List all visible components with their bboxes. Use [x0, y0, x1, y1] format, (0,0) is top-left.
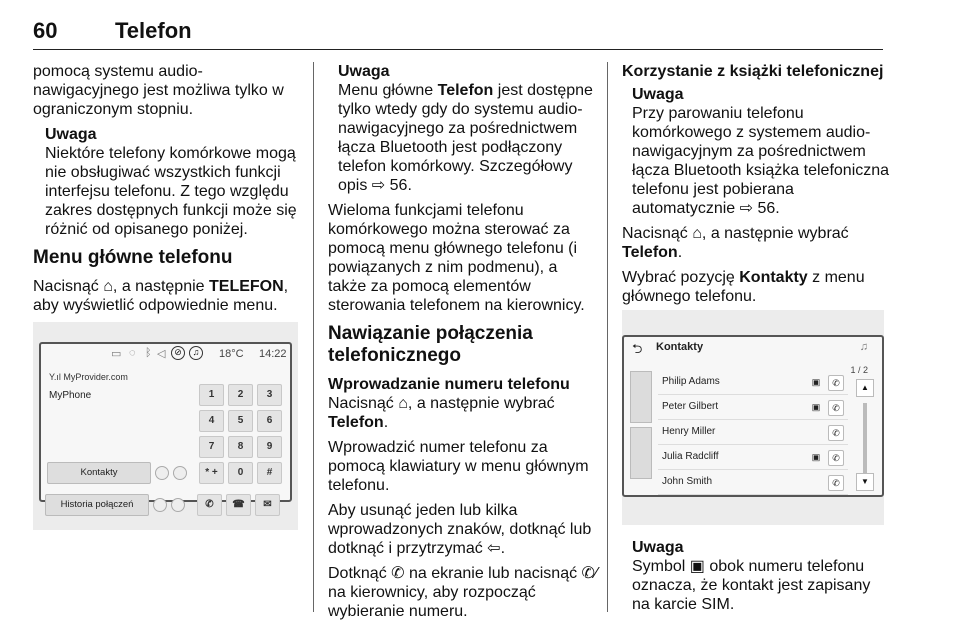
note-box	[622, 85, 890, 218]
phone-icon: ✆	[391, 565, 405, 582]
key-1[interactable]: 1	[199, 384, 224, 406]
section-heading: Nawiązanie połączenia telefonicznego	[328, 323, 533, 366]
call-contact-icon[interactable]: ✆	[828, 425, 844, 441]
note-box	[33, 125, 301, 239]
music-icon: ♫	[189, 346, 203, 360]
section-heading: Menu główne telefonu	[33, 247, 233, 268]
note-title: Uwaga	[632, 86, 684, 103]
column-1	[33, 62, 301, 321]
subsection-heading: Wprowadzanie numeru telefonu	[328, 376, 570, 393]
contact-name: Henry Miller	[662, 426, 716, 437]
temperature: 18°C	[219, 348, 244, 360]
contact-name: Peter Gilbert	[662, 401, 719, 412]
key-8[interactable]: 8	[228, 436, 253, 458]
note-text: Niektóre telefony komórkowe mogą nie obsługiwać wszystkich funkcji interfejsu telefonu. Z tego względu zakres dostępnych funkcji może się różnić od opisanego poniżej.	[45, 145, 297, 238]
note-box	[328, 62, 600, 195]
contacts-button[interactable]: Kontakty	[47, 462, 151, 484]
contact-row[interactable]	[658, 371, 848, 395]
call-contact-icon[interactable]: ✆	[828, 475, 844, 491]
contact-name: John Smith	[662, 476, 713, 487]
paragraph: Wprowadzić numer telefonu za pomocą klawiatury w menu głównym telefonu.	[328, 439, 589, 494]
column-divider-1	[313, 62, 314, 612]
home-icon: ⌂	[398, 395, 408, 412]
sim-card-icon: ▣	[811, 452, 821, 462]
status-bar	[41, 344, 290, 364]
call-contact-icon[interactable]: ✆	[828, 450, 844, 466]
provider-name: Y.ıl MyProvider.com	[49, 372, 128, 382]
page-indicator: 1 / 2	[850, 365, 868, 375]
speaker-icon[interactable]	[171, 498, 185, 512]
contact-row[interactable]	[658, 471, 848, 495]
hangup-button[interactable]: ☎	[226, 494, 251, 516]
mute-icon: ◁	[157, 348, 166, 360]
sms-icon: ▭	[111, 348, 122, 360]
paragraph: Dotknąć ✆ na ekranie lub nacisnąć ✆⁄ na kierownicy, aby rozpocząć wybieranie numeru.	[328, 565, 598, 620]
steering-wheel-phone-icon: ✆⁄	[581, 565, 598, 582]
scrollbar-track[interactable]	[863, 403, 867, 473]
key-hash[interactable]: #	[257, 462, 282, 484]
key-3[interactable]: 3	[257, 384, 282, 406]
note-title: Uwaga	[338, 63, 390, 80]
key-9[interactable]: 9	[257, 436, 282, 458]
contact-row[interactable]	[658, 396, 848, 420]
sim-note-box	[622, 538, 890, 614]
call-contact-icon[interactable]: ✆	[828, 400, 844, 416]
scroll-down-button[interactable]: ▼	[856, 473, 874, 491]
paragraph: Nacisnąć ⌂, a następnie wybrać Telefon.	[622, 225, 849, 261]
side-tab-sim[interactable]	[630, 371, 652, 423]
sim-card-icon: ▣	[811, 377, 821, 387]
paragraph: Wybrać pozycję Kontakty z menu głównego telefonu.	[622, 269, 865, 305]
history-toggle[interactable]	[153, 498, 167, 512]
reference-arrow-icon: ⇨	[371, 177, 386, 194]
note-text: Przy parowaniu telefonu komórkowego z systemem audio-nawigacyjnym za pośrednictwem łącza Bluetooth książka telefoniczna telefonu jest pobierana automatycznie ⇨ 56.	[632, 105, 890, 217]
intro-paragraph: pomocą systemu audio-nawigacyjnego jest możliwa tylko w ograniczonym stopniu.	[33, 63, 284, 118]
phone-menu-screen	[39, 342, 292, 502]
scroll-up-button[interactable]: ▲	[856, 379, 874, 397]
key-star-plus[interactable]: * +	[199, 462, 224, 484]
key-4[interactable]: 4	[199, 410, 224, 432]
contacts-screenshot	[622, 310, 884, 525]
column-2	[328, 62, 600, 627]
sim-card-icon: ▣	[811, 402, 821, 412]
page-title: Telefon	[115, 18, 192, 43]
phone-menu-screenshot	[33, 322, 298, 530]
key-7[interactable]: 7	[199, 436, 224, 458]
reference-arrow-icon: ⇨	[739, 200, 754, 217]
mic-icon[interactable]	[173, 466, 187, 480]
message-button[interactable]: ✉	[255, 494, 280, 516]
contacts-toggle[interactable]	[155, 466, 169, 480]
instruction-paragraph: Nacisnąć ⌂, a następnie TELEFON, aby wyświetlić odpowiednie menu.	[33, 278, 289, 314]
column-3	[622, 62, 890, 312]
paragraph: Aby usunąć jeden lub kilka wprowadzonych znaków, dotknąć lub dotknąć i przytrzymać ⇦.	[328, 502, 592, 557]
key-5[interactable]: 5	[228, 410, 253, 432]
back-arrow-icon[interactable]: ⮌	[632, 341, 643, 356]
call-button[interactable]: ✆	[197, 494, 222, 516]
call-history-button-visible[interactable]: Historia połączeń	[45, 494, 149, 516]
phone-name: MyPhone	[49, 390, 92, 401]
page-number: 60	[33, 18, 58, 43]
note-title: Uwaga	[45, 126, 97, 143]
wifi-icon: ◌	[129, 347, 136, 359]
no-phone-icon: ⊘	[171, 346, 185, 360]
contacts-screen	[622, 335, 884, 497]
note-text: Menu główne Telefon jest dostępne tylko wtedy gdy do systemu audio-nawigacyjnego za pośrednictwem łącza Bluetooth jest podłączony telefon komórkowy. Szczegółowy opis ⇨ 56.	[338, 82, 593, 194]
contact-name: Julia Radcliff	[662, 451, 719, 462]
note-title: Uwaga	[632, 539, 684, 556]
home-icon: ⌂	[103, 278, 113, 295]
home-icon: ⌂	[692, 225, 702, 242]
music-icon: ♫	[859, 341, 868, 353]
key-6[interactable]: 6	[257, 410, 282, 432]
page-header	[33, 10, 883, 50]
call-contact-icon[interactable]: ✆	[828, 375, 844, 391]
key-2[interactable]: 2	[228, 384, 253, 406]
paragraph: Nacisnąć ⌂, a następnie wybrać Telefon.	[328, 395, 555, 431]
sim-card-icon: ▣	[689, 558, 705, 575]
contact-name: Philip Adams	[662, 376, 720, 387]
contact-row[interactable]	[658, 446, 848, 470]
column-divider-2	[607, 62, 608, 612]
paragraph: Wieloma funkcjami telefonu komórkowego można sterować za pomocą menu głównego telefonu (i powiązanych z nim podmenu), a także za pomocą elementów sterowania telefonem na kierownicy.	[328, 202, 585, 314]
clock: 14:22	[259, 348, 287, 360]
bluetooth-icon: ᛒ	[145, 347, 152, 359]
list-title: Kontakty	[656, 341, 704, 353]
side-tab-search[interactable]	[630, 427, 652, 479]
note-text: Symbol ▣ obok numeru telefonu oznacza, że kontakt jest zapisany na karcie SIM.	[632, 558, 871, 613]
key-0[interactable]: 0	[228, 462, 253, 484]
backspace-icon: ⇦	[487, 540, 501, 557]
contact-row[interactable]	[658, 421, 848, 445]
subsection-heading: Korzystanie z książki telefonicznej	[622, 63, 884, 80]
